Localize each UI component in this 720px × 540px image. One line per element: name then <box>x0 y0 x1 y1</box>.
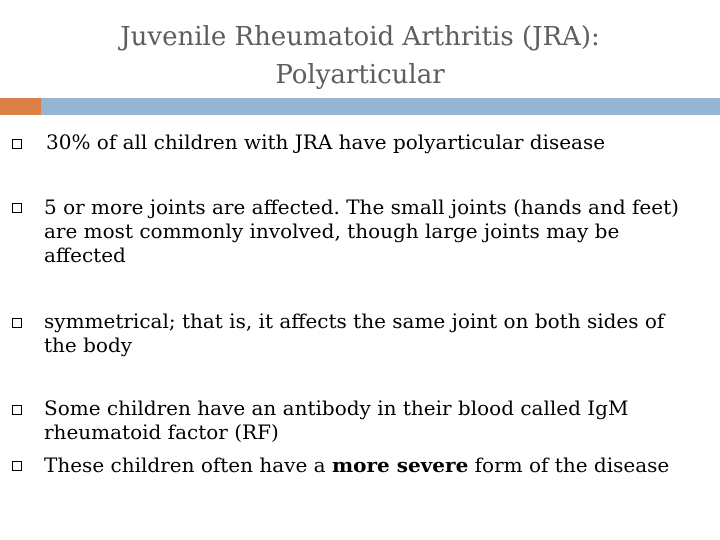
bullet-text-lead: These children often have a <box>44 453 332 477</box>
square-bullet-icon <box>12 139 22 149</box>
emphasis-text: more severe <box>331 453 469 477</box>
square-bullet-icon <box>12 461 22 471</box>
bullet-text: 30% of all children with JRA have polyarticular disease <box>46 130 606 154</box>
bullet-text-tail: form of the disease <box>468 453 670 477</box>
bullet-text: 5 or more joints are affected. The small joints (hands and feet) are most commonly involved, though large joints may be affected <box>44 195 679 267</box>
square-bullet-icon <box>12 405 22 415</box>
slide-title-line-1: Juvenile Rheumatoid Arthritis (JRA): <box>120 22 600 52</box>
square-bullet-icon <box>12 318 22 328</box>
square-bullet-icon <box>12 203 22 213</box>
bullet-text: Some children have an antibody in their blood called IgM rheumatoid factor (RF) <box>44 396 629 444</box>
slide-title-line-2: Polyarticular <box>275 60 445 90</box>
bullet-text <box>44 453 694 477</box>
bullet-text: symmetrical; that is, it affects the same joint on both sides of the body <box>44 309 665 357</box>
